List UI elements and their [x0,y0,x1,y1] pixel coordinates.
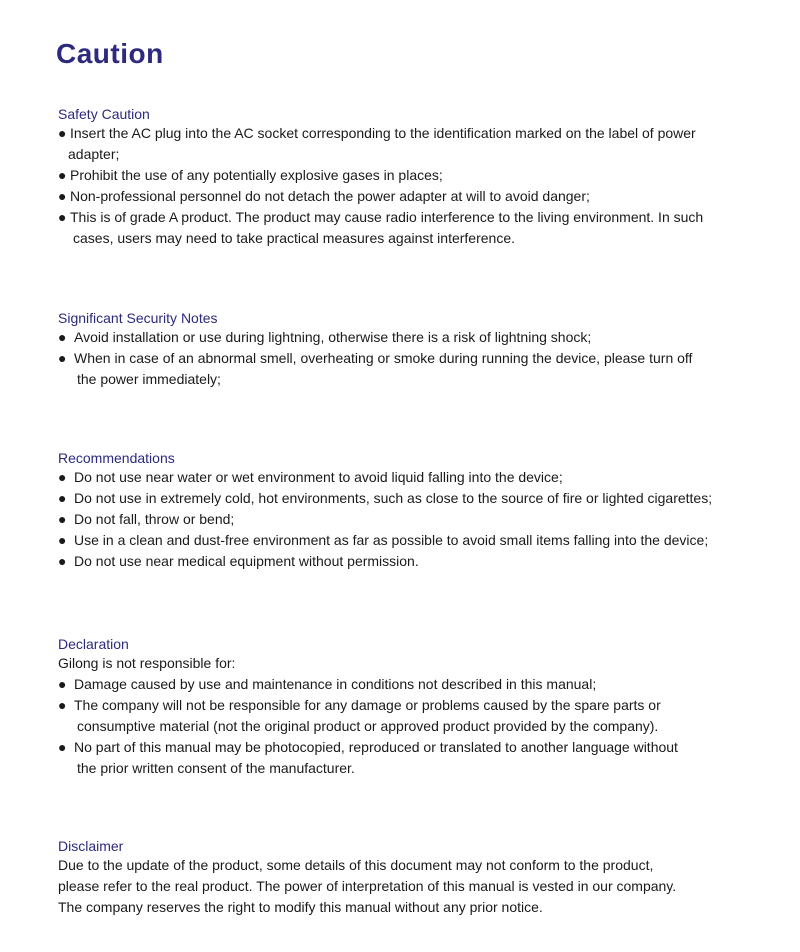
safety-caution-heading: Safety Caution [58,106,150,122]
list-item: ● Prohibit the use of any potentially explosive gases in places; [58,165,778,186]
list-item: ● Do not use near medical equipment without permission. [58,551,778,572]
disclaimer-section [58,837,778,918]
bullet-icon: ● [58,350,67,366]
bullet-icon: ● [58,676,67,692]
recommendations-section [58,449,778,572]
list-item: ● Avoid installation or use during lightning, otherwise there is a risk of lightning shock; [58,327,778,348]
safety-caution-section [58,105,778,249]
disclaimer-line: please refer to the real product. The power of interpretation of this manual is vested in our company. [58,878,677,894]
list-item: ● Insert the AC plug into the AC socket corresponding to the identification marked on the label of power adapter; [58,125,696,162]
bullet-icon: ● [58,209,67,225]
list-item: ● Do not fall, throw or bend; [58,509,778,530]
declaration-section [58,635,778,779]
bullet-icon: ● [58,167,67,183]
list-item: ● Do not use near water or wet environment to avoid liquid falling into the device; [58,467,778,488]
bullet-icon: ● [58,329,67,345]
bullet-icon: ● [58,697,67,713]
disclaimer-line: The company reserves the right to modify this manual without any prior notice. [58,899,543,915]
bullet-icon: ● [58,490,67,506]
safety-caution-list [58,123,778,249]
list-item: ● The company will not be responsible for any damage or problems caused by the spare parts or consumptive material (not the original product or approved product provided by the company). [58,697,661,734]
list-item: ● Use in a clean and dust-free environment as far as possible to avoid small items falling into the device; [58,530,778,551]
bullet-icon: ● [58,553,67,569]
bullet-icon: ● [58,532,67,548]
page-title: Caution [56,38,164,69]
bullet-icon: ● [58,469,67,485]
security-notes-list [58,327,778,390]
list-item: ● Damage caused by use and maintenance in conditions not described in this manual; [58,674,778,695]
declaration-list [58,674,778,779]
list-item: ● When in case of an abnormal smell, overheating or smoke during running the device, please turn off the power immediately; [58,350,693,387]
security-notes-heading: Significant Security Notes [58,310,218,326]
declaration-heading: Declaration [58,636,129,652]
disclaimer-heading: Disclaimer [58,838,124,854]
bullet-icon: ● [58,511,67,527]
recommendations-heading: Recommendations [58,450,175,466]
bullet-icon: ● [58,739,67,755]
list-item: ● No part of this manual may be photocopied, reproduced or translated to another language without the prior written consent of the manufacturer. [58,739,678,776]
list-item: ● This is of grade A product. The product may cause radio interference to the living environment. In such cases, users may need to take practical measures against interference. [58,209,704,246]
disclaimer-line: Due to the update of the product, some details of this document may not conform to the product, [58,857,654,873]
declaration-intro: Gilong is not responsible for: [58,655,236,671]
recommendations-list [58,467,778,572]
list-item: ● Do not use in extremely cold, hot environments, such as close to the source of fire or lighted cigarettes; [58,488,778,509]
security-notes-section [58,309,778,390]
bullet-icon: ● [58,188,67,204]
bullet-icon: ● [58,125,67,141]
list-item: ● Non-professional personnel do not detach the power adapter at will to avoid danger; [58,186,778,207]
